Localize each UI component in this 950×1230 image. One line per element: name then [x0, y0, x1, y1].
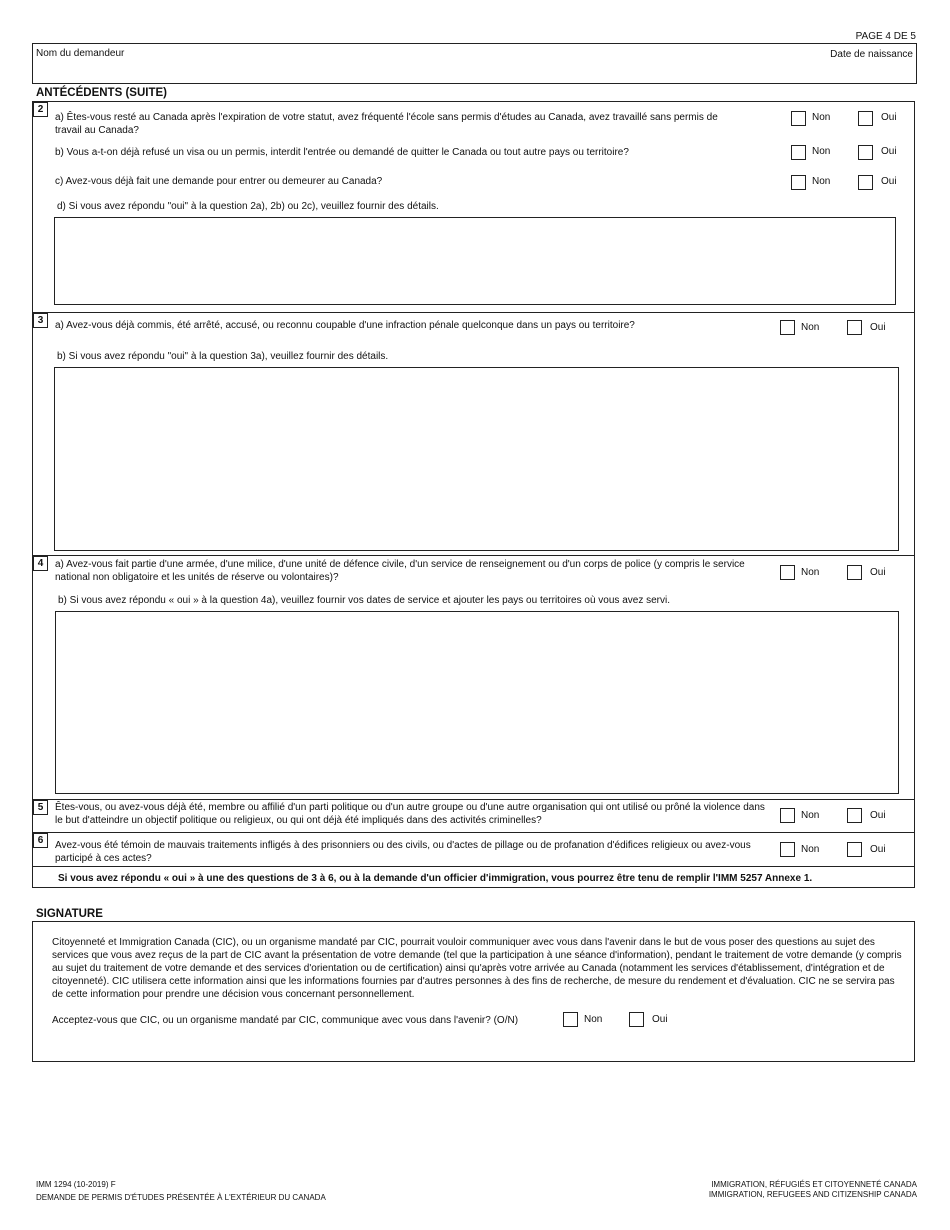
consent-no-label: Non	[584, 1014, 603, 1025]
question-number-3: 3	[33, 313, 48, 328]
q2b-no-checkbox[interactable]	[791, 145, 806, 160]
signature-section-title: SIGNATURE	[36, 908, 103, 920]
q5-yes-label: Oui	[870, 810, 886, 821]
q4a-yes-label: Oui	[870, 567, 886, 578]
q6-no-checkbox[interactable]	[780, 842, 795, 857]
applicant-header-box	[32, 43, 917, 84]
row-divider	[32, 312, 915, 313]
department-name-en: IMMIGRATION, REFUGEES AND CITIZENSHIP CANADA	[708, 1190, 917, 1199]
page-number: PAGE 4 DE 5	[855, 31, 916, 42]
q3a-yes-checkbox[interactable]	[847, 320, 862, 335]
q6-yes-checkbox[interactable]	[847, 842, 862, 857]
q5-no-label: Non	[801, 810, 820, 821]
q3-details-textarea[interactable]	[54, 367, 899, 551]
question-number-6: 6	[33, 833, 48, 848]
question-4a-text: a) Avez-vous fait partie d'une armée, d'une milice, d'une unité de défence civile, d'un service de renseignement ou d'un corps de police (y compris le service national non obligatoire et les unités de réserve ou volontaires)?	[55, 559, 745, 583]
q2a-no-label: Non	[812, 112, 831, 123]
question-6-text: Avez-vous été témoin de mauvais traitements infligés à des prisonniers ou des civils, ou d'actes de pillage ou de profanation d'édifices religieux ou avez-vous participé à ces actes?	[55, 840, 751, 864]
consent-yes-checkbox[interactable]	[629, 1012, 644, 1027]
q2c-no-checkbox[interactable]	[791, 175, 806, 190]
signature-consent-body: Citoyenneté et Immigration Canada (CIC), ou un organisme mandaté par CIC, pourrait vouloir communiquer avec vous dans l'avenir dans le but de vous poser des questions au sujet des services que vous avez reçus de la part de CIC avant la présentation de votre demande (tel que la participation à une séance d'information), pendant le traitement de votre demande (y compris au sujet du traitement de votre demande et des services d'orientation ou de certification) ainsi qu'après votre arrivée au Canada (notamment les services d'établissement, d'intégration et de citoyenneté). CIC utilisera cette information ainsi que les informations fournies par d'autres personnes à des fins de recherche, de mesure du rendement et d'évaluation. CIC ne se servira pas de cette information pour prendre une décision vous concernant personnellement.	[52, 937, 902, 1000]
q6-no-label: Non	[801, 844, 820, 855]
form-title: DEMANDE DE PERMIS D'ÉTUDES PRÉSENTÉE À L'EXTÉRIEUR DU CANADA	[36, 1193, 326, 1202]
question-2c-text: c) Avez-vous déjà fait une demande pour entrer ou demeurer au Canada?	[55, 176, 383, 187]
background-section-title: ANTÉCÉDENTS (SUITE)	[36, 87, 167, 99]
q4a-no-checkbox[interactable]	[780, 565, 795, 580]
q2-details-textarea[interactable]	[54, 217, 896, 305]
form-code: IMM 1294 (10-2019) F	[36, 1180, 116, 1189]
question-2d-text: d) Si vous avez répondu "oui" à la question 2a), 2b) ou 2c), veuillez fournir des détails.	[57, 201, 439, 212]
q2b-no-label: Non	[812, 146, 831, 157]
q2a-yes-checkbox[interactable]	[858, 111, 873, 126]
q4-details-textarea[interactable]	[55, 611, 899, 794]
birth-date-label: Date de naissance	[830, 49, 913, 60]
question-number-5: 5	[33, 800, 48, 815]
question-4b-text: b) Si vous avez répondu « oui » à la question 4a), veuillez fournir vos dates de service et ajouter les pays ou territoires où vous avez servi.	[58, 595, 670, 606]
row-divider	[32, 799, 915, 800]
consent-no-checkbox[interactable]	[563, 1012, 578, 1027]
q6-yes-label: Oui	[870, 844, 886, 855]
q2c-no-label: Non	[812, 176, 831, 187]
consent-question-text: Acceptez-vous que CIC, ou un organisme mandaté par CIC, communique avec vous dans l'avenir? (O/N)	[52, 1015, 519, 1026]
annex-notice: Si vous avez répondu « oui » à une des questions de 3 à 6, ou à la demande d'un officier d'immigration, vous pourrez être tenu de remplir l'IMM 5257 Annexe 1.	[58, 873, 813, 884]
row-divider	[32, 866, 915, 867]
q2c-yes-checkbox[interactable]	[858, 175, 873, 190]
q3a-no-checkbox[interactable]	[780, 320, 795, 335]
applicant-name-label: Nom du demandeur	[36, 48, 125, 59]
consent-yes-label: Oui	[652, 1014, 668, 1025]
q2a-no-checkbox[interactable]	[791, 111, 806, 126]
question-2a-text: a) Êtes-vous resté au Canada après l'expiration de votre statut, avez fréquenté l'école sans permis d'études au Canada, avez travaillé sans permis de travail au Canada?	[55, 112, 718, 136]
row-divider	[32, 555, 915, 556]
question-2b-text: b) Vous a-t-on déjà refusé un visa ou un permis, interdit l'entrée ou demandé de quitter le Canada ou tout autre pays ou territoire?	[55, 147, 629, 158]
q2a-yes-label: Oui	[881, 112, 897, 123]
q3a-yes-label: Oui	[870, 322, 886, 333]
department-name-fr: IMMIGRATION, RÉFUGIÉS ET CITOYENNETÉ CANADA	[711, 1180, 917, 1189]
q2c-yes-label: Oui	[881, 176, 897, 187]
q2b-yes-label: Oui	[881, 146, 897, 157]
q3a-no-label: Non	[801, 322, 820, 333]
q5-yes-checkbox[interactable]	[847, 808, 862, 823]
q5-no-checkbox[interactable]	[780, 808, 795, 823]
row-divider	[32, 832, 915, 833]
question-3b-text: b) Si vous avez répondu "oui" à la question 3a), veuillez fournir des détails.	[57, 351, 389, 362]
question-5-text: Êtes-vous, ou avez-vous déjà été, membre ou affilié d'un parti politique ou d'un autre groupe ou d'une autre organisation qui ont utilisé ou prôné la violence dans le but d'atteindre un objectif politique ou religieux, ou qui ont déjà été impliqués dans des activités criminelles?	[55, 802, 765, 826]
question-3a-text: a) Avez-vous déjà commis, été arrêté, accusé, ou reconnu coupable d'une infraction pénale quelconque dans un pays ou territoire?	[55, 320, 635, 331]
q4a-yes-checkbox[interactable]	[847, 565, 862, 580]
q2b-yes-checkbox[interactable]	[858, 145, 873, 160]
question-number-4: 4	[33, 556, 48, 571]
q4a-no-label: Non	[801, 567, 820, 578]
question-number-2: 2	[33, 102, 48, 117]
